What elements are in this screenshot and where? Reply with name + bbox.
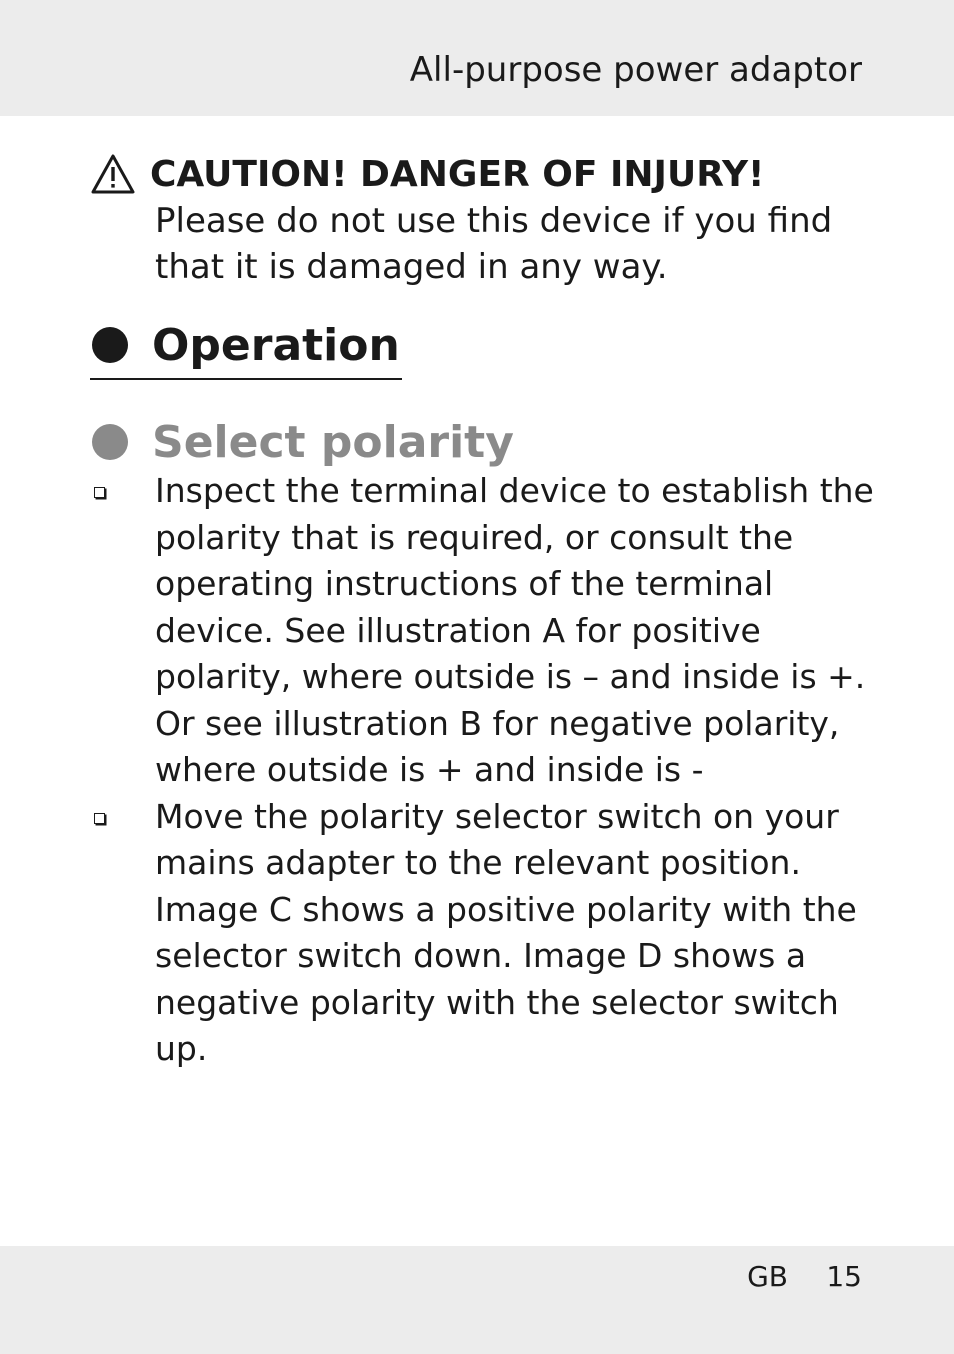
page-footer [0, 1246, 954, 1354]
caution-notice [90, 148, 870, 290]
dark-bullet-icon [92, 327, 128, 363]
list-item [90, 468, 880, 794]
list-item [90, 794, 880, 1073]
operation-title: Operation [152, 319, 400, 371]
footer-language: GB [747, 1260, 788, 1293]
checkbox-icon [94, 487, 105, 498]
select-polarity-title: Select polarity [152, 416, 514, 468]
checkbox-icon [94, 813, 105, 824]
grey-bullet-icon [92, 424, 128, 460]
caution-title: CAUTION! DANGER OF INJURY! [150, 153, 765, 195]
caution-text: Please do not use this device if you find that it is damaged in any way. [155, 201, 833, 287]
warning-triangle-icon [90, 153, 136, 195]
step-text: Move the polarity selector switch on your mains adapter to the relevant position. Image C shows a positive polarity with the selector switch down. Image D shows a negative polarity with the selector switch up. [155, 796, 857, 1068]
header-title: All-purpose power adaptor [409, 50, 862, 90]
page-number: 15 [826, 1260, 862, 1293]
caution-heading [90, 148, 870, 200]
page-header [0, 0, 954, 116]
section-heading-select-polarity [90, 412, 514, 472]
instruction-list [90, 468, 880, 1073]
step-text: Inspect the terminal device to establish the polarity that is required, or consult the operating instructions of the terminal device. See illustration A for positive polarity, where outside is – and inside is +. Or see illustration B for negative polarity, where outside is + and inside is - [155, 471, 874, 789]
section-heading-operation [90, 316, 402, 380]
